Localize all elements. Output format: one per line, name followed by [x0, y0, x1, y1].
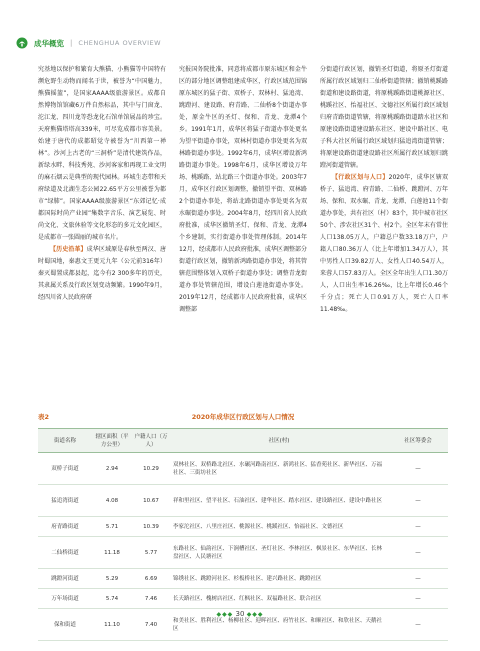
paragraph: 分街道行政区划，撤销圣灯街道，将原圣灯街道所属行政区域划归二仙桥街道管辖；撤销桃蹊路街道和建设路街道，将原桃蹊路街道桃源社区、桃蹊社区、怡福社区、文德社区所属行政区域划归府青路街道管辖，将原桃蹊路街道踏水社区和原建设路街道建设路东社区、建设中路社区、电子科大社区所属行政区域划归猛追湾街道管辖；将原建设路街道建设路社区所属行政区域划归跳蹬河街道管辖。	[320, 66, 448, 169]
committee-cell: —	[388, 609, 448, 641]
street-name-cell: 双桥子街道	[38, 453, 92, 485]
table-title: 2020年成华区行政区划与人口情况	[191, 413, 295, 421]
street-name-cell: 跳蹬河街道	[38, 569, 92, 589]
street-name-cell: 万年场街道	[38, 589, 92, 609]
table-header-cell: 社区筹委会	[388, 429, 448, 453]
page-number: 30	[235, 610, 245, 618]
population-cell: 10.67	[132, 485, 170, 517]
table-row	[38, 589, 448, 609]
area-cell: 5.74	[92, 589, 132, 609]
committee-cell: —	[388, 453, 448, 485]
communities-cell: 长天路社区、槐树店社区、红枫社区、双福路社区、联合社区	[170, 589, 388, 609]
article-columns	[38, 64, 448, 316]
header-separator: |	[70, 39, 73, 47]
communities-cell: 锦绣社区、跳蹬河社区、杉板桥社区、建兴路社区、跳蹬社区	[170, 569, 388, 589]
paragraph: 究报国务院批准，同意将成都市原东城区和金牛区的部分地区调整组建成华区，行政区域范围锦原东城区的猛子街、双桥子、双林村、猛追湾、跳蹬河、建设路、府青路、二仙桥8个街道办事处，原金牛区的圣灯、保和、青龙、龙潭4个乡。1991年1月，成华区将猛子街道办事处更名为望平街道办事处，双林村街道办事处更名为双林路街道办事处。1992年6月，成华区增设新鸿路街道办事处。1998年6月，成华区增设万年场、桃蹊路、站北路三个街道办事处。2003年7月，成华区行政区划调整，撤销望平街、双林路2个街道办事处，将站北路街道办事处更名为双水碾街道办事处。2004年8月，经四川省人民政府批准，成华区撤销圣灯、保和、青龙、龙潭4个乡建制，实行街道办事处管理体制。2014年12月，经成都市人民政府批准，成华区调整部分街道行政区划，撤销新鸿路街道办事处，将其管辖范围整体划入双桥子街道办事处；调整青龙街道办事处管辖范围，增设白莲池街道办事处。2019年12月，经成都市人民政府批准，成华区调整部	[179, 66, 307, 313]
table-row	[38, 569, 448, 589]
header-subtitle-en: CHENGHUA OVERVIEW	[78, 39, 162, 47]
street-name-cell: 猛追湾街道	[38, 485, 92, 517]
section-title-history: 【历史沿革】	[50, 246, 87, 253]
table-header-row	[38, 429, 448, 453]
table-row	[38, 537, 448, 569]
table-number: 表2	[38, 413, 50, 421]
text-column-2	[179, 64, 307, 316]
footer-decoration: ◆◆◆	[216, 611, 234, 618]
communities-cell: 李家沱社区、八里庄社区、桃源社区、桃蹊社区、怡福社区、文德社区	[170, 517, 388, 537]
chenghua-logo-icon	[16, 37, 28, 49]
population-cell: 7.40	[132, 609, 170, 641]
paragraph-history	[38, 244, 166, 304]
committee-cell: —	[388, 485, 448, 517]
table-caption	[38, 412, 448, 424]
section-title-population: 【行政区划与人口】	[332, 174, 389, 181]
communities-cell: 双林社区、双桥路北社区、水碾河路南社区、新鸿社区、猛香苑社区、新华社区、万福社区、三街坊社区	[170, 453, 388, 485]
population-cell: 6.69	[132, 569, 170, 589]
table-header-cell: 户籍人口（万人）	[132, 429, 170, 453]
table-header-cell: 街道名称	[38, 429, 92, 453]
paragraph-text: 2020年，成华区辖双桥子、猛追湾、府青路、二仙桥、跳蹬河、万年场、保和、双水碾、青龙、龙潭、白莲池11个街道办事处，共有社区（村）83个，其中城市社区50个、涉农社区31个、村2个。全区年末有常住人口138.05万人，户籍总户数33.18万户，户籍人口80.36万人（比上年增加1.34万人），其中男性人口39.82万人、女性人口40.54万人，来蓉人口57.83万人。全区全年出生人口1.30万人，人口出生率16.26‰，比上年增长0.46个千分点；死亡人口0.91万人，死亡人口率11.48‰。	[320, 174, 448, 313]
header-title: 成华概览	[34, 38, 64, 48]
table-header-cell: 社区(村)	[170, 429, 388, 453]
area-cell: 5.29	[92, 569, 132, 589]
population-cell: 10.39	[132, 517, 170, 537]
text-column-3	[320, 64, 448, 316]
street-name-cell: 二仙桥街道	[38, 537, 92, 569]
table-row	[38, 453, 448, 485]
street-name-cell: 保和街道	[38, 609, 92, 641]
page-footer	[0, 610, 480, 618]
paragraph: 究基地以保护和繁育大熊猫、小熊猫等中国特有濒危野生动物而闻名于世，被誉为“中国魅力，熊猫摇篮”，是国家AAAA级旅游景区。成都自然博物馆馆藏6万件自然标品，其中与门窗龙、沱江龙、四川龙等恐龙化石馆单馆展品的珍宝。天府熊猫塔塔高339米，可尽览成都市容美景。始建于唐代的成都昭觉寺被誉为“川西第一禅林”。沙河上古老的“三洞桥”是清代建筑作品，新绿水畔、科技秀苑、沙河客家和再现工业文明的麻石烟云是典型的现代园林。环城生态带和天府绿道及北湖生态公园22.65平方公里被誉为都市“绿肺”。国家AAAA级旅游景区“东郊记忆·成都国际时尚产业园”集数字音乐、演艺展览、时尚文化、文旅休验等文化形态的多元文化园区，是成都市一张圆丽的城市名片。	[38, 66, 166, 241]
area-cell: 2.94	[92, 453, 132, 485]
communities-cell: 东路社区、仙韵社区、下涧槽社区、圣灯社区、李林社区、枫景社区、东华社区、长林盘社区、人民塘社区	[170, 537, 388, 569]
table-header-cell: 辖区面积（平方公里）	[92, 429, 132, 453]
committee-cell: —	[388, 569, 448, 589]
area-cell: 5.71	[92, 517, 132, 537]
committee-cell: —	[388, 589, 448, 609]
street-name-cell: 府青路街道	[38, 517, 92, 537]
paragraph-text: 成华区域原是春秋至两汉、唐时蜀国地，秦惠文王更元九年（公元前316年）秦灭蜀置成都县起，迄今有2 300多年的历史，其隶属关系及行政区划变动频繁。1990年9月，经四川省人民政府研	[38, 246, 166, 301]
table-row	[38, 485, 448, 517]
text-column-1	[38, 64, 166, 316]
population-cell: 5.77	[132, 537, 170, 569]
communities-cell: 和美社区、胜利社区、杨柳社区、迎晖社区、府竹社区、和顺社区、和欣社区、天鹅社区	[170, 609, 388, 641]
table-row	[38, 517, 448, 537]
paragraph-population	[320, 172, 448, 316]
area-cell: 4.08	[92, 485, 132, 517]
committee-cell: —	[388, 517, 448, 537]
footer-decoration: ◆◆◆	[246, 611, 264, 618]
area-cell: 11.10	[92, 609, 132, 641]
committee-cell: —	[388, 537, 448, 569]
communities-cell: 祥和里社区、望平社区、石油社区、建华社区、踏水社区、建设路社区、建设中路社区	[170, 485, 388, 517]
population-cell: 7.46	[132, 589, 170, 609]
population-cell: 10.29	[132, 453, 170, 485]
area-cell: 11.18	[92, 537, 132, 569]
page-header	[16, 36, 161, 50]
